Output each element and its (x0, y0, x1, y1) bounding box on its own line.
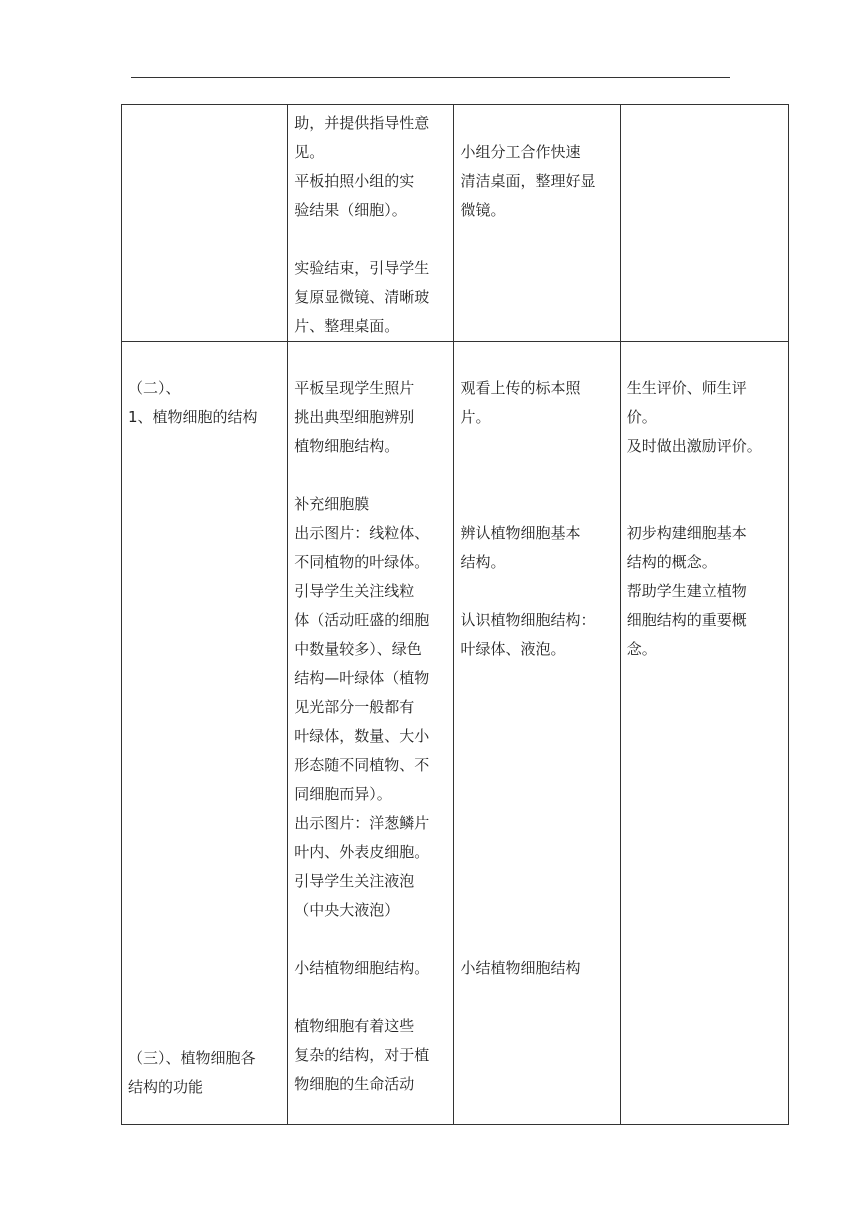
text-line (294, 225, 447, 254)
text-line (460, 432, 613, 461)
text-line: 挑出典型细胞辨别 (294, 408, 415, 426)
text-line: 助，并提供指导性意 (294, 114, 430, 132)
text-line (460, 109, 613, 138)
text-line (460, 722, 613, 751)
text-line: 引导学生关注液泡 (294, 872, 415, 890)
table-row (122, 105, 789, 342)
text-line: 观看上传的标本照 (460, 379, 581, 397)
section-2-heading (128, 374, 281, 432)
text-line: 植物细胞有着这些 (294, 1017, 415, 1035)
text-line: 实验结束，引导学生 (294, 259, 430, 277)
text-line (294, 461, 447, 490)
text-line: 出示图片：线粒体、 (294, 524, 430, 542)
text-line: 微镜。 (460, 201, 506, 219)
teacher-activity-cell (288, 342, 454, 1125)
text-line (460, 577, 613, 606)
text-line: 细胞结构的重要概 (626, 611, 747, 629)
text-line: 平板呈现学生照片 (294, 379, 415, 397)
text-line (460, 838, 613, 867)
text-line: 念。 (626, 640, 657, 658)
text-line: 小结植物细胞结构。 (294, 959, 430, 977)
text-line: 叶绿体、液泡。 (460, 640, 566, 658)
text-line (460, 809, 613, 838)
text-line (460, 461, 613, 490)
text-line: 认识植物细胞结构： (460, 611, 596, 629)
text-line (460, 896, 613, 925)
text-line (294, 925, 447, 954)
text-line: 结构。 (460, 553, 506, 571)
stage-cell (122, 105, 288, 342)
header-rule (131, 77, 730, 78)
text-line: 植物细胞结构。 (294, 437, 400, 455)
text-line: 清洁桌面，整理好显 (460, 172, 596, 190)
text-line: 引导学生关注线粒 (294, 582, 415, 600)
text-line: （中央大液泡） (294, 901, 400, 919)
text-line: 出示图片：洋葱鳞片 (294, 814, 430, 832)
text-line: 结构的功能 (128, 1078, 204, 1096)
text-line: 片、整理桌面。 (294, 317, 400, 335)
text-line: （二）、 (128, 379, 181, 397)
text-line: 中数量较多）、绿色 (294, 640, 422, 658)
text-line: 结构的概念。 (626, 553, 717, 571)
text-line (460, 490, 613, 519)
text-line (460, 693, 613, 722)
text-line: 验结果（细胞）。 (294, 201, 407, 219)
text-line: 片。 (460, 408, 491, 426)
text-line (294, 983, 447, 1012)
text-line: 复原显微镜、清晰玻 (294, 288, 430, 306)
design-intent-cell (620, 105, 788, 342)
section-3-heading (128, 1044, 256, 1102)
text-line: 复杂的结构，对于植 (294, 1046, 430, 1064)
text-line: 小组分工合作快速 (460, 143, 581, 161)
text-line: 不同植物的叶绿体。 (294, 553, 430, 571)
text-line: 小结植物细胞结构 (460, 959, 581, 977)
text-line: 同细胞而异）。 (294, 785, 392, 803)
text-line: 见光部分一般都有 (294, 698, 415, 716)
text-line: 结构—叶绿体（植物 (294, 669, 430, 687)
text-line: 见。 (294, 143, 325, 161)
text-line: 1、植物细胞的结构 (128, 408, 258, 426)
text-line: 平板拍照小组的实 (294, 172, 415, 190)
text-line: 形态随不同植物、不 (294, 756, 430, 774)
text-line: 初步构建细胞基本 (626, 524, 747, 542)
text-line (460, 664, 613, 693)
text-line (460, 780, 613, 809)
text-line: 辨认植物细胞基本 (460, 524, 581, 542)
teacher-activity-cell (288, 105, 454, 342)
text-line: 帮助学生建立植物 (626, 582, 747, 600)
text-line: （三）、植物细胞各 (128, 1049, 256, 1067)
text-line: 补充细胞膜 (294, 495, 370, 513)
stage-cell (122, 342, 288, 1125)
text-line (627, 461, 782, 490)
text-line: 物细胞的生命活动 (294, 1075, 415, 1093)
text-line: 生生评价、师生评 (626, 379, 747, 397)
text-line (460, 751, 613, 780)
text-line: 价。 (626, 408, 657, 426)
lesson-plan-table (121, 104, 789, 1125)
student-activity-cell (454, 105, 620, 342)
text-line (627, 490, 782, 519)
text-line (460, 925, 613, 954)
table-row (122, 342, 789, 1125)
text-line: 叶内、外表皮细胞。 (294, 843, 430, 861)
text-line: 体（活动旺盛的细胞 (294, 611, 430, 629)
text-line: 及时做出激励评价。 (626, 437, 762, 455)
text-line: 叶绿体，数量、大小 (294, 727, 430, 745)
design-intent-cell (620, 342, 788, 1125)
student-activity-cell (454, 342, 620, 1125)
text-line (460, 867, 613, 896)
